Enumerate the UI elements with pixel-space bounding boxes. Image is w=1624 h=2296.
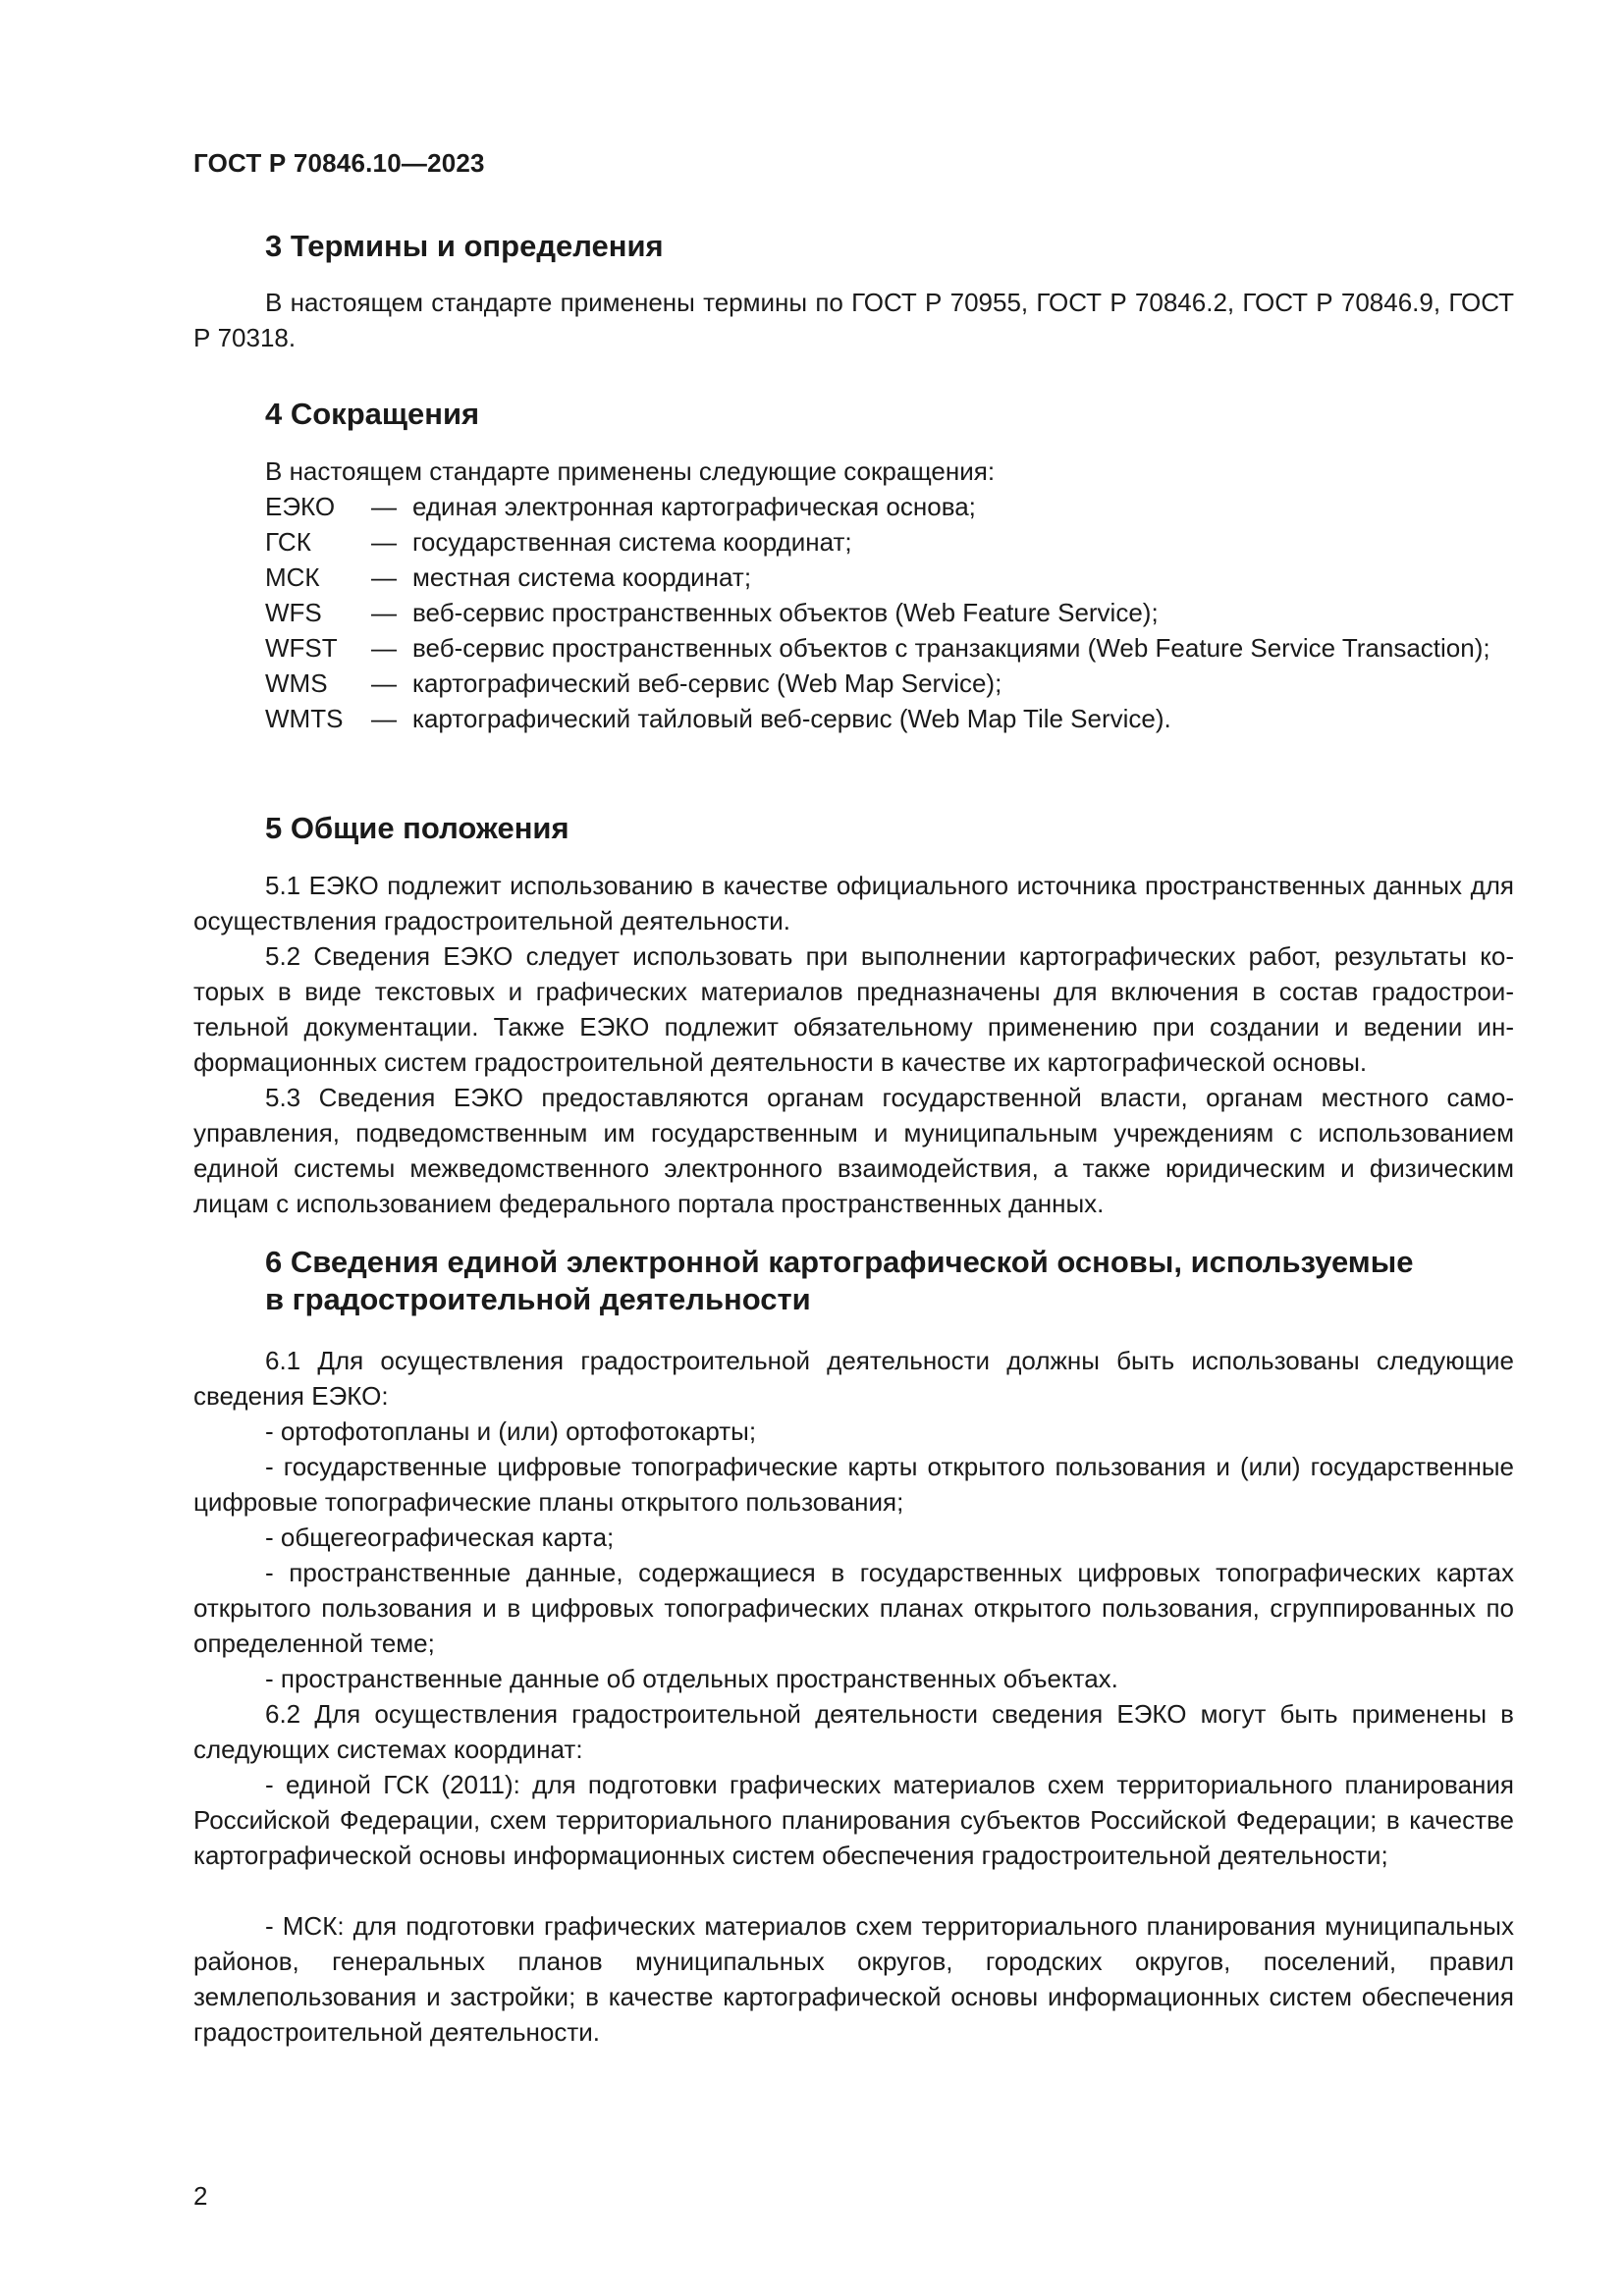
abbreviation-item [265, 489, 1514, 524]
section-6-title-line-2: в градостроительной деятельности [265, 1282, 811, 1316]
section-5-title: 5 Общие положения [265, 811, 569, 845]
abbreviation-definition: веб-сервис пространственных объектов с транзакциями (Web Feature Service Transaction); [412, 633, 1490, 663]
list-item: - государственные цифровые топографические карты открытого пользования и (или) государственные цифровые топографические планы открытого пользования; [193, 1452, 1514, 1517]
abbreviation-term: WFST [265, 633, 338, 663]
abbreviation-definition: картографический тайловый веб-сервис (Web Map Tile Service). [412, 704, 1171, 733]
abbreviation-item [265, 666, 1514, 701]
abbreviation-item [265, 560, 1514, 595]
abbreviation-dash: — [371, 598, 397, 627]
list-item: - пространственные данные, содержащиеся в государственных цифровых топографических картах открытого пользования и в цифровых топографических планах открытого пользования, сгруппированных по определенной теме; [193, 1558, 1514, 1658]
abbreviation-dash: — [371, 527, 397, 557]
abbreviation-term: ГСК [265, 527, 311, 557]
page-number: 2 [193, 2181, 208, 2211]
abbreviation-term: WFS [265, 598, 322, 627]
section-3-body: В настоящем стандарте применены термины по ГОСТ Р 70955, ГОСТ Р 70846.2, ГОСТ Р 70846.9, ГОСТ Р 70318. [193, 288, 1514, 352]
abbreviation-term: WMS [265, 668, 328, 698]
abbreviation-definition: картографический веб-сервис (Web Map Service); [412, 668, 1002, 698]
document-id: ГОСТ Р 70846.10—2023 [193, 148, 485, 178]
list-item: - ортофотопланы и (или) ортофотокарты; [265, 1416, 757, 1446]
abbreviations-intro: В настоящем стандарте применены следующие сокращения: [265, 456, 996, 486]
section-4-title: 4 Сокращения [265, 397, 480, 431]
abbreviation-item [265, 524, 1514, 560]
section-6-2-paragraph: 6.2 Для осуществления градостроительной деятельности сведения ЕЭКО могут быть применены в следующих системах координат: [193, 1699, 1514, 1764]
list-item: - МСК: для подготовки графических материалов схем территориального планирования муниципальных районов, генеральных планов муниципальных округов, городских округов, поселений, правил землепользования и застройки; в качестве картографической основы информационных систем обеспечения градостроительной деятельности. [193, 1911, 1514, 2047]
abbreviation-dash: — [371, 492, 397, 521]
list-item: - единой ГСК (2011): для подготовки графических материалов схем территориального планирования Российской Федерации, схем территориального планирования субъектов Российской Федерации; в качестве картографической основы информационных систем обеспечения градостроительной деятельности; [193, 1770, 1514, 1870]
abbreviation-dash: — [371, 633, 397, 663]
abbreviation-term: WMTS [265, 704, 344, 733]
abbreviation-dash: — [371, 668, 397, 698]
list-item: - общегеографическая карта; [265, 1522, 615, 1552]
section-6-1-paragraph: 6.1 Для осуществления градостроительной деятельности должны быть использованы следующие сведения ЕЭКО: [193, 1346, 1514, 1411]
abbreviation-dash: — [371, 704, 397, 733]
section-5-1-paragraph: 5.1 ЕЭКО подлежит использованию в качестве официального источника пространственных данных для осуществления градостроительной деятельности. [193, 871, 1514, 935]
abbreviation-definition: веб-сервис пространственных объектов (Web Feature Service); [412, 598, 1159, 627]
list-item: - пространственные данные об отдельных пространственных объектах. [265, 1664, 1118, 1693]
section-5-3-paragraph: 5.3 Сведения ЕЭКО предоставляются органам государственной власти, органам местного самоуправления, подведомственным им государственным и муниципальным учреждениям с использованием единой системы межведомственного электронного взаимодействия, а также юридическим и физическим лицам с использованием федерального портала пространственных данных. [193, 1083, 1514, 1218]
abbreviations-list [265, 489, 1514, 736]
abbreviation-definition: единая электронная картографическая основа; [412, 492, 976, 521]
abbreviation-definition: местная система координат; [412, 562, 752, 592]
abbreviation-item [265, 630, 1514, 666]
abbreviation-item [265, 595, 1514, 630]
abbreviation-definition: государственная система координат; [412, 527, 852, 557]
abbreviation-term: МСК [265, 562, 320, 592]
section-5-2-paragraph: 5.2 Сведения ЕЭКО следует использовать при выполнении картографических работ, результаты которых в виде текстовых и графических материалов предназначены для включения в состав градостроительной документации. Также ЕЭКО подлежит обязательному применению при создании и ведении информационных систем градостроительной деятельности в качестве их картографической основы. [193, 941, 1514, 1077]
section-6-title-line-1: 6 Сведения единой электронной картографической основы, используемые [265, 1245, 1414, 1279]
abbreviation-dash: — [371, 562, 397, 592]
section-3-title: 3 Термины и определения [265, 229, 664, 263]
abbreviation-item [265, 701, 1514, 736]
abbreviation-term: ЕЭКО [265, 492, 336, 521]
